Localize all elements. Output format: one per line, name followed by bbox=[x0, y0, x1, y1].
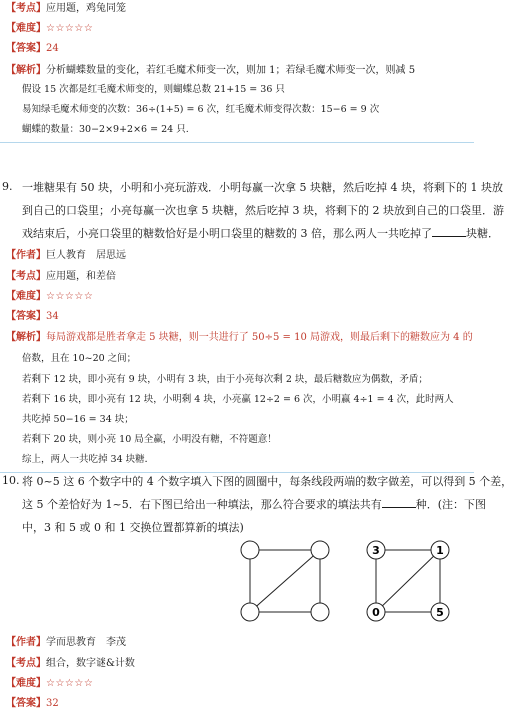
jiexi-line: 共吃掉 50−16 = 34 块； bbox=[22, 414, 134, 425]
jiexi-line: 倍数，且在 10~20 之间； bbox=[22, 353, 137, 364]
kaodian-row-10 bbox=[6, 657, 135, 670]
nandu-tag: 【难度】 bbox=[6, 23, 46, 34]
question-line: 中，3 和 5 或 0 和 1 交换位置都算新的填法) bbox=[22, 521, 244, 534]
graph-node bbox=[311, 541, 329, 559]
question-line: 到自己的口袋里；小亮每赢一次也拿 5 块糖，然后吃掉 3 块，将剩下的 2 块放到自己的口袋里．游 bbox=[22, 204, 504, 217]
question-line-text: 这 5 个差恰好为 1~5．右下图已给出一种填法，那么符合要求的填法共有 bbox=[22, 498, 382, 511]
difficulty-stars: ☆☆☆☆☆ bbox=[46, 23, 94, 34]
jiexi-line: 若剩下 16 块，即小亮有 12 块，小明剩 4 块，小亮赢 12÷2 = 6 次，小明赢 4÷1 = 4 次，此时两人 bbox=[22, 394, 454, 405]
answer-blank bbox=[432, 225, 466, 237]
jiexi-line: 假设 15 次都是红毛魔术师变的，则蝴蝶总数 21+15 = 36 只 bbox=[22, 84, 285, 95]
jiexi-tag: 【解析】 bbox=[6, 332, 46, 343]
answer-text: 32 bbox=[46, 698, 59, 709]
question-line-2 bbox=[22, 496, 486, 513]
question-line-3 bbox=[22, 225, 499, 242]
question-line-text: 戏结束后，小亮口袋里的糖数恰好是小明口袋里的糖数的 3 倍，那么两人一共吃掉了 bbox=[22, 227, 432, 240]
question-number: 10. bbox=[2, 474, 20, 487]
graph-figures bbox=[0, 540, 474, 630]
kaodian-row-8 bbox=[6, 2, 126, 15]
jiexi-line: 若剩下 12 块，即小亮有 9 块，小明有 3 块，由于小亮每次剩 2 块，最后糖数应为偶数，矛盾； bbox=[22, 374, 428, 385]
daan-tag: 【答案】 bbox=[6, 698, 46, 709]
node-label: 1 bbox=[436, 544, 444, 557]
nandu-row-10 bbox=[6, 677, 93, 690]
zuozhe-tag: 【作者】 bbox=[6, 250, 46, 261]
answer-text: 34 bbox=[46, 311, 59, 322]
jiexi-line: 易知绿毛魔术师变的次数：36÷(1+5) = 6 次，红毛魔术师变得次数：15−6 = 9 次 bbox=[22, 104, 380, 115]
daan-row-10 bbox=[6, 697, 59, 710]
graph-node bbox=[241, 603, 259, 621]
question-line-tail: 块糖． bbox=[466, 227, 499, 240]
jiexi-row-8 bbox=[6, 64, 415, 77]
graph-node bbox=[241, 541, 259, 559]
kaodian-text: 应用题，和差倍 bbox=[46, 271, 116, 282]
kaodian-row-9 bbox=[6, 270, 116, 283]
kaodian-tag: 【考点】 bbox=[6, 658, 46, 669]
zuozhe-tag: 【作者】 bbox=[6, 637, 46, 648]
question-line: 将 0~5 这 6 个数字中的 4 个数字填入下图的圆圈中，每条线段两端的数字做差，可以得到 5 个差， bbox=[22, 475, 512, 488]
kaodian-tag: 【考点】 bbox=[6, 271, 46, 282]
node-label: 3 bbox=[372, 544, 380, 557]
jiexi-tag: 【解析】 bbox=[6, 65, 46, 76]
filled-graph-figure bbox=[367, 541, 449, 621]
daan-row-9 bbox=[6, 310, 59, 323]
kaodian-text: 应用题，鸡兔同笼 bbox=[46, 3, 126, 14]
zuozhe-row-9 bbox=[6, 249, 126, 262]
question-line-tail: 种．(注：下图 bbox=[415, 498, 486, 511]
jiexi-line: 综上，两人一共吃掉 34 块糖． bbox=[22, 454, 155, 465]
nandu-tag: 【难度】 bbox=[6, 291, 46, 302]
difficulty-stars: ☆☆☆☆☆ bbox=[46, 291, 94, 302]
jiexi-line: 每局游戏都是胜者拿走 5 块糖，则一共进行了 50÷5 = 10 局游戏，则最后剩下的糖数应为 4 的 bbox=[46, 332, 473, 343]
difficulty-stars: ☆☆☆☆☆ bbox=[46, 678, 94, 689]
nandu-tag: 【难度】 bbox=[6, 678, 46, 689]
node-label: 5 bbox=[436, 606, 444, 619]
daan-tag: 【答案】 bbox=[6, 311, 46, 322]
node-label: 0 bbox=[372, 606, 380, 619]
question-number: 9. bbox=[2, 180, 13, 193]
kaodian-tag: 【考点】 bbox=[6, 3, 46, 14]
answer-text: 24 bbox=[46, 43, 59, 54]
empty-graph-figure bbox=[241, 541, 329, 621]
kaodian-text: 组合，数字谜&计数 bbox=[46, 658, 135, 669]
daan-row-8 bbox=[6, 42, 59, 55]
nandu-row-9 bbox=[6, 290, 93, 303]
daan-tag: 【答案】 bbox=[6, 43, 46, 54]
jiexi-line: 若剩下 20 块，则小亮 10 局全赢，小明没有糖，不符题意！ bbox=[22, 434, 277, 445]
zuozhe-text: 巨人教育 居思远 bbox=[46, 250, 126, 261]
answer-blank bbox=[382, 496, 416, 508]
zuozhe-text: 学而思教育 李茂 bbox=[46, 637, 126, 648]
nandu-row-8 bbox=[6, 22, 93, 35]
jiexi-row-9 bbox=[6, 331, 473, 344]
question-line: 一堆糖果有 50 块，小明和小亮玩游戏．小明每赢一次拿 5 块糖，然后吃掉 4 块，将剩下的 1 块放 bbox=[22, 181, 503, 194]
zuozhe-row-10 bbox=[6, 636, 126, 649]
jiexi-line: 蝴蝶的数量：30−2×9+2×6 = 24 只. bbox=[22, 124, 189, 135]
graph-node bbox=[311, 603, 329, 621]
divider bbox=[0, 142, 474, 143]
jiexi-line: 分析蝴蝶数量的变化，若红毛魔术师变一次，则加 1；若绿毛魔术师变一次，则减 5 bbox=[46, 65, 416, 76]
